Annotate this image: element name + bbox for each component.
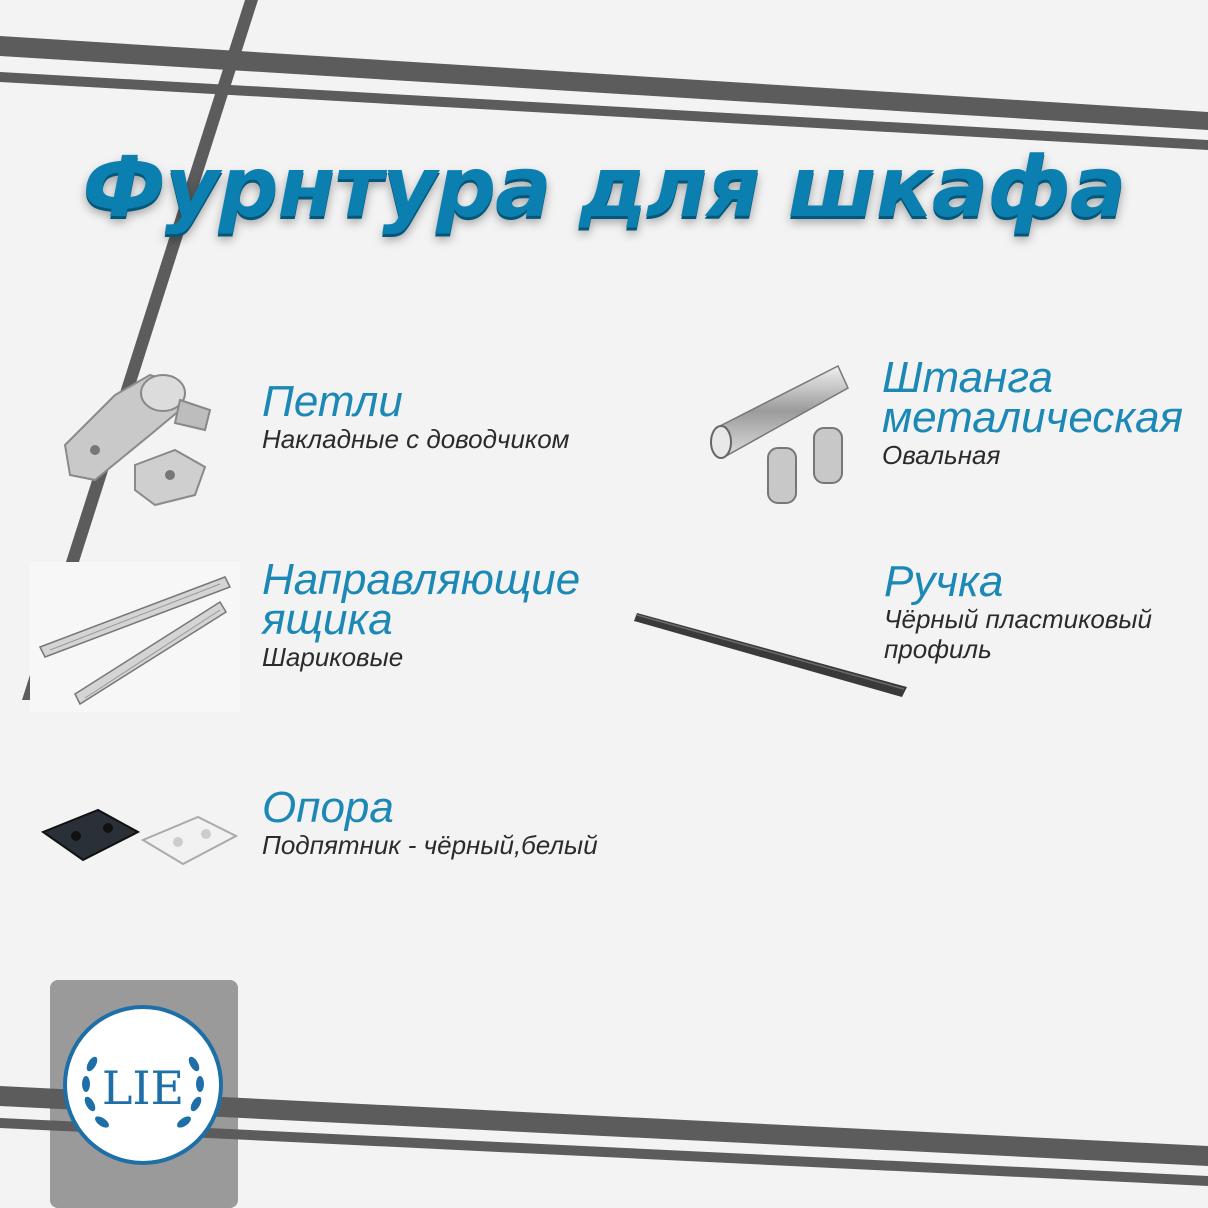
item-hinges [262, 377, 570, 454]
rod-icon [698, 358, 858, 518]
foot-support-icon [38, 792, 238, 882]
drawer-slides-icon [30, 562, 240, 712]
item-desc: Накладные с доводчиком [262, 424, 570, 454]
item-name: Опора [262, 783, 394, 832]
item-desc: Шариковые [262, 642, 404, 672]
item-desc: Чёрный пластиковый профиль [884, 604, 1152, 664]
hinge-icon [55, 355, 225, 515]
handle-profile-icon [632, 605, 912, 705]
item-rod [882, 353, 1208, 470]
page-title: Фурнтура для шкафа [82, 138, 1126, 236]
item-name: Ручка [884, 557, 1004, 606]
item-name: Штанга металическая [882, 353, 1184, 442]
item-name: Направляющие ящика [262, 555, 581, 644]
item-handle [884, 557, 1199, 664]
item-desc: Овальная [882, 440, 1001, 470]
laurel-logo [62, 1004, 224, 1166]
item-drawer-slides [262, 555, 642, 672]
item-foot-support [262, 783, 598, 860]
item-desc: Подпятник - чёрный,белый [262, 830, 598, 860]
logo-text: LIE [101, 1061, 185, 1115]
item-name: Петли [262, 377, 403, 426]
